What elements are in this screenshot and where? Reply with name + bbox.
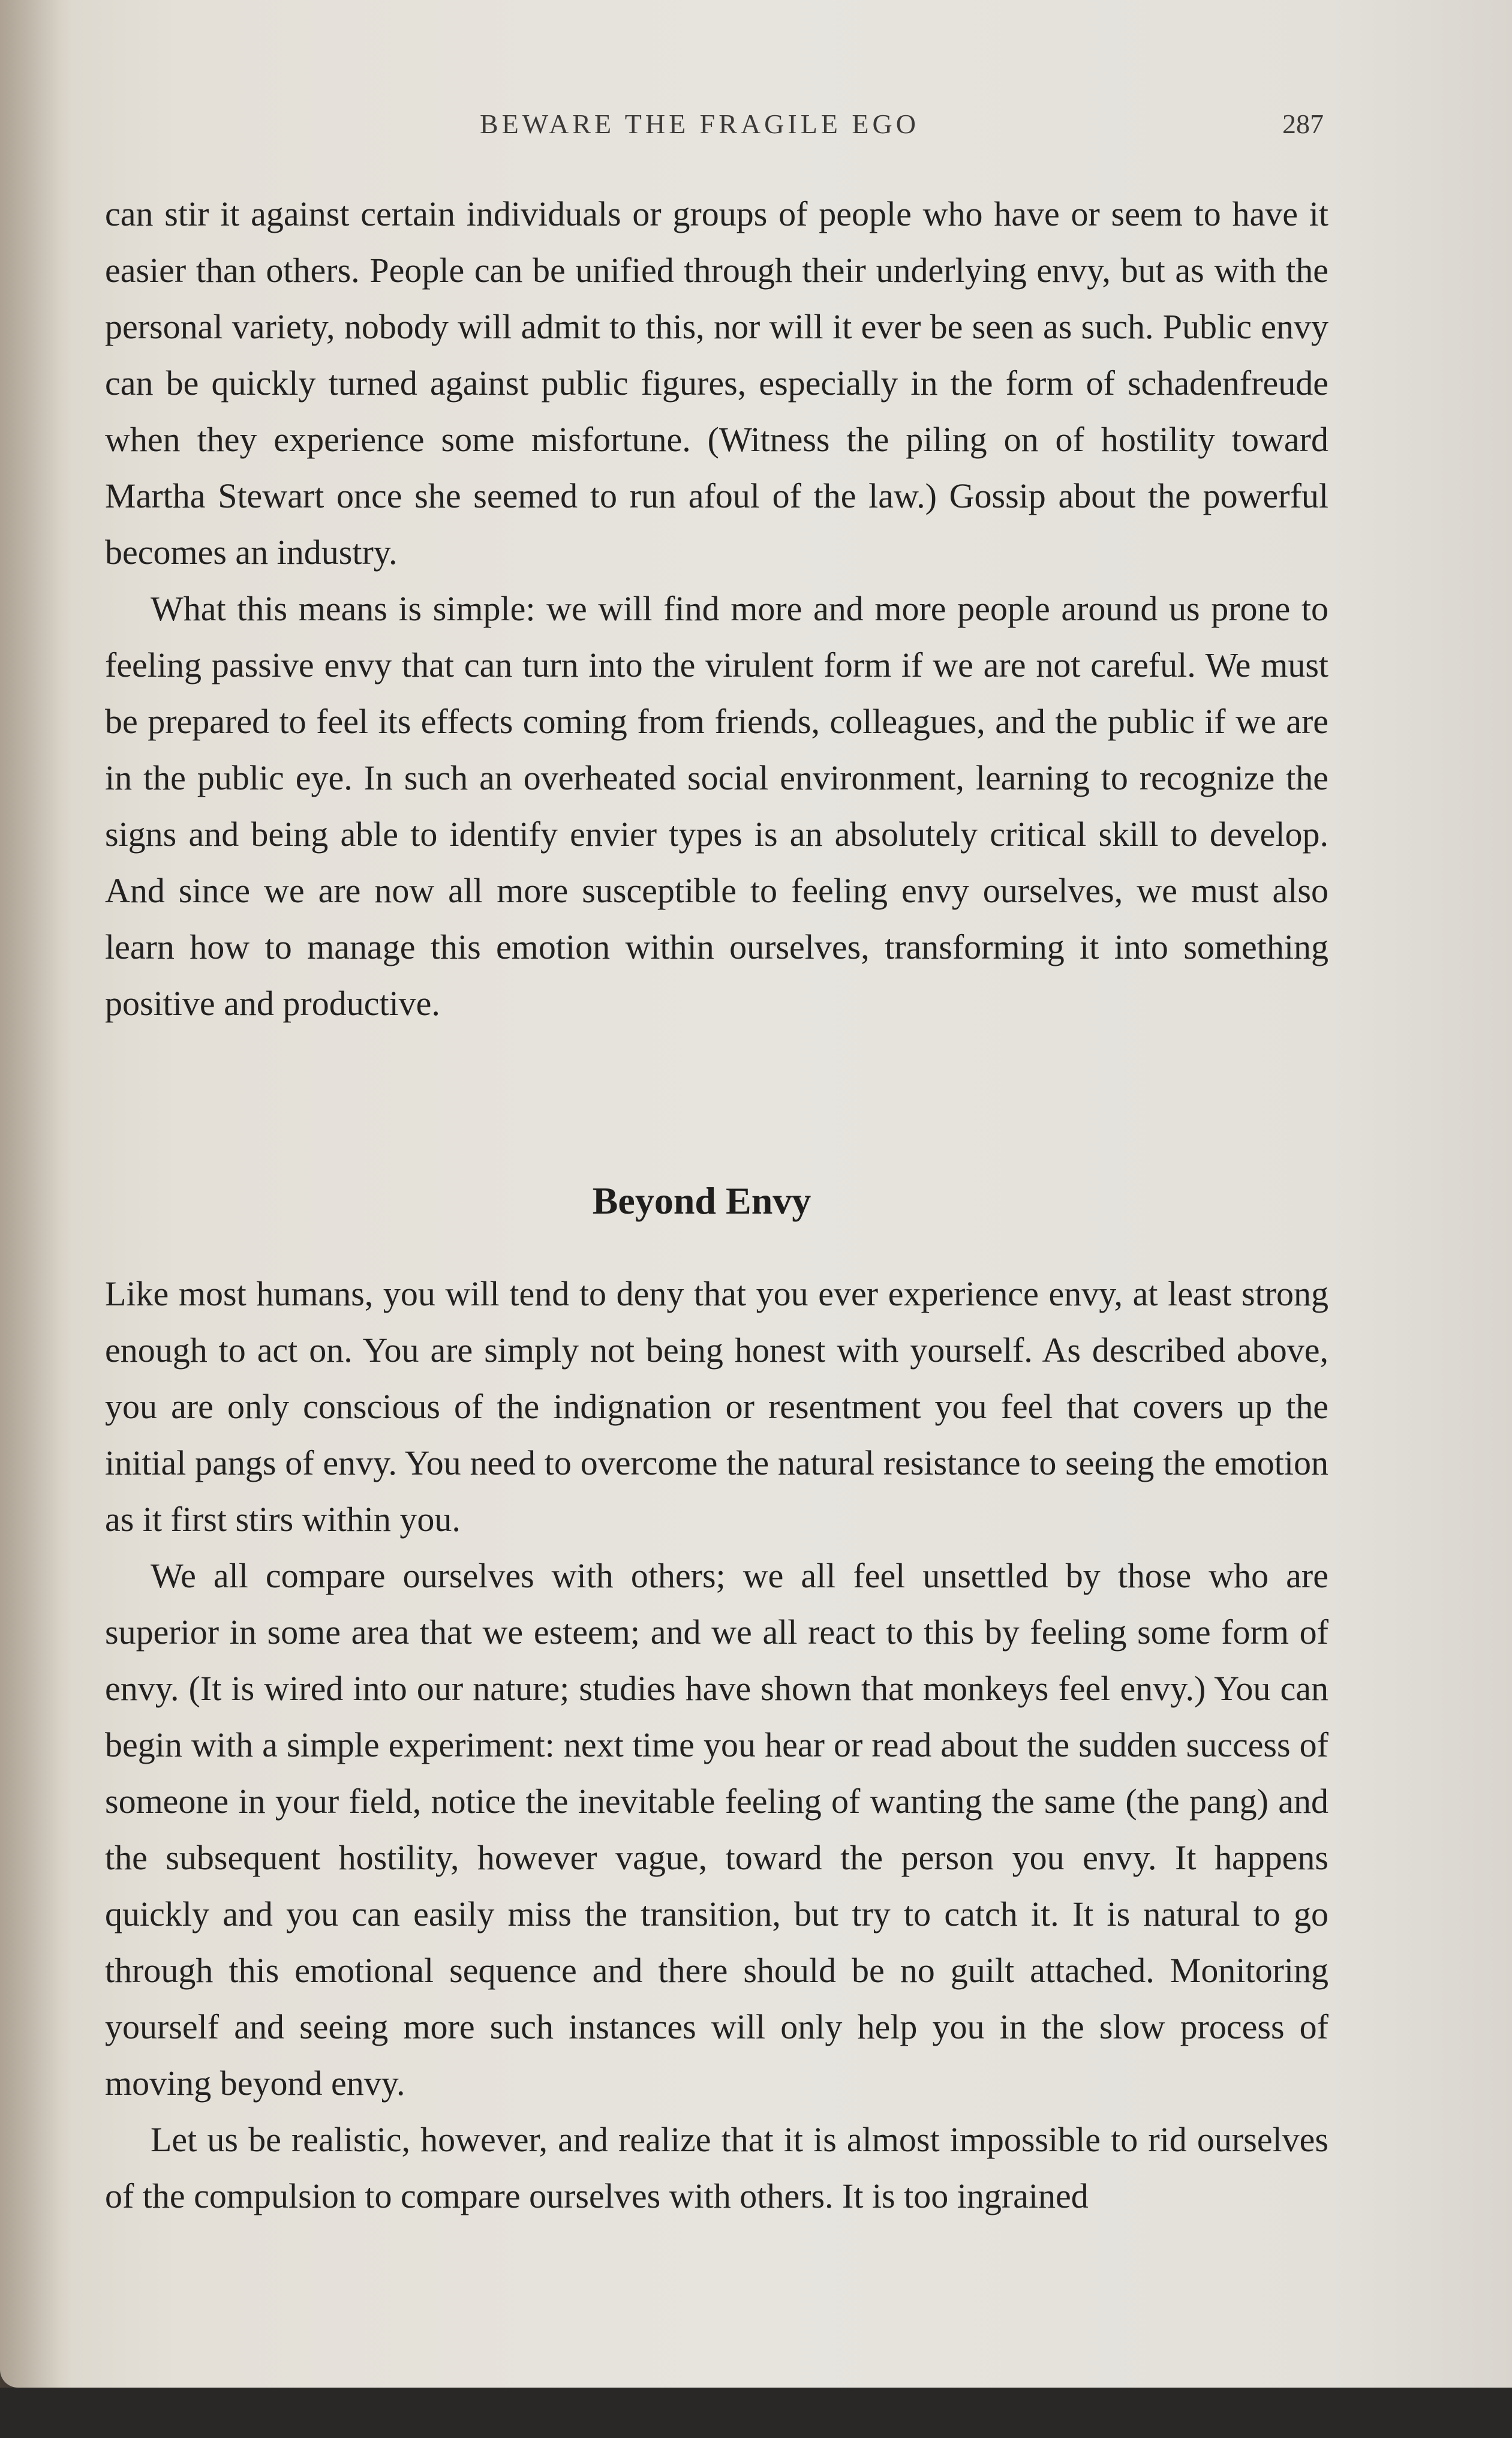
running-head-title: BEWARE THE FRAGILE EGO [480, 109, 919, 139]
paragraph: Let us be realistic, however, and realize that it is almost impossible to rid ourselves of the compulsion to compare ourselves with others. It is too ingrained [105, 2120, 1328, 2215]
paragraph: We all compare ourselves with others; we all feel unsettled by those who are superior in some area that we esteem; and we all react to this by feeling some form of envy. (It is wired into our nature; studies have shown that monkeys feel envy.) You can begin with a simple experiment: next time you hear or read about the sudden success of someone in your field, notice the inevitable feeling of wanting the same (the pang) and the subsequent hostility, however vague, toward the person you envy. It happens quickly and you can easily miss the transition, but try to catch it. It is natural to go through this emotional sequence and there should be no guilt attached. Monitoring yourself and seeing more such instances will only help you in the slow process of moving beyond envy. [105, 1556, 1328, 2103]
paragraph: Like most humans, you will tend to deny that you ever experience envy, at least strong enough to act on. You are simply not being honest with yourself. As described above, you are only conscious of the indignation or resentment you feel that covers up the initial pangs of envy. You need to overcome the natural resistance to seeing the emotion as it first stirs within you. [105, 1274, 1328, 1539]
paragraph: can stir it against certain individuals or groups of people who have or seem to have it easier than others. People can be unified through their underlying envy, but as with the personal variety, nobody will admit to this, nor will it ever be seen as such. Public envy can be quickly turned against public figures, especially in the form of schadenfreude when they experience some misfortune. (Witness the piling on of hostility toward Martha Stewart once she seemed to run afoul of the law.) Gossip about the powerful becomes an industry. [105, 194, 1328, 572]
paragraph: What this means is simple: we will find more and more people around us prone to feeling passive envy that can turn into the virulent form if we are not careful. We must be prepared to feel its effects coming from friends, colleagues, and the public if we are in the public eye. In such an overheated social environment, learning to recognize the signs and being able to identify envier types is an absolutely critical skill to develop. And since we are now all more susceptible to feeling envy ourselves, we must also learn how to manage this emotion within ourselves, transforming it into something positive and productive. [105, 589, 1328, 1023]
running-head [0, 108, 1512, 144]
body-text-top [105, 186, 1328, 1032]
section-heading: Beyond Envy [592, 1179, 811, 1222]
body-text-bottom [105, 1266, 1328, 2224]
page-number: 287 [1282, 109, 1324, 139]
